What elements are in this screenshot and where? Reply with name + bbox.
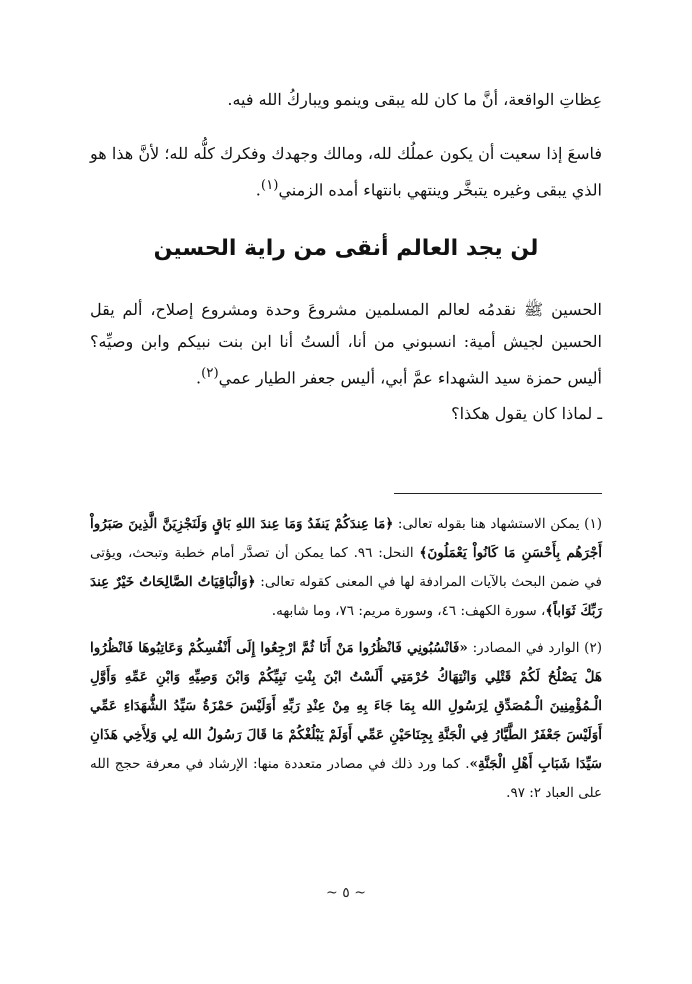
footnote-1-quran-quote-2: ﴿وَالْبَاقِيَاتُ الصَّالِحَاتُ خَيْرٌ عِندَ رَبِّكَ ثَوَاباً﴾ (90, 574, 602, 619)
paragraph-4-text: ـ لماذا كان يقول هكذا؟ (451, 404, 602, 423)
footnote-divider (394, 493, 602, 494)
paragraph-3: الحسين ﷺ نقدمُه لعالم المسلمين مشروعَ وحدة ومشروع إصلاح، ألم يقل الحسين لجيش أمية: انسبوني من أنا، ألستُ أنا ابن بنت نبيكم وابن وصيِّه؟ أليس حمزة سيد الشهداء عمَّ أبي، أليس جعفر الطيار عمي$^{(٢)}$. (90, 300, 602, 388)
paragraph-2-text: فاسعَ إذا سعيت أن يكون عملُك لله، ومالك وجهدك وفكرك كلُّه لله؛ لأنَّ هذا هو الذي يبقى وغيره يتبخَّر وينتهي بانتهاء أمده الزمني (90, 144, 602, 200)
page-number: ~ ٥ ~ (326, 885, 366, 901)
paragraph-3-text: الحسين ﷺ نقدمُه لعالم المسلمين مشروعَ وحدة ومشروع إصلاح، ألم يقل الحسين لجيش أمية: انسبوني من أنا، ألستُ أنا ابن بنت نبيكم وابن وصيِّه؟ أليس حمزة سيد الشهداء عمَّ أبي، أليس جعفر الطيار عمي (90, 300, 602, 388)
section-heading: لن يجد العالم أنقى من راية الحسين (153, 236, 539, 261)
footnote-1-end: ، سورة الكهف: ٤٦، وسورة مريم: ٧٦، وما شابهه. (271, 603, 546, 619)
footnote-ref-2[interactable]: (٢) (201, 366, 219, 381)
paragraph-1 (90, 84, 602, 116)
footnote-2-quote: «فَانْسُبُونِي فَانْظُرُوا مَنْ أَنَا ثُمَّ ارْجِعُوا إِلَى أَنْفُسِكُمْ وَعَاتِبُوهَا فَانْظُرُوا هَلْ يَصْلُحُ لَكُمْ قَتْلِي وَانْتِهَاكُ حُرْمَتِي أَلَسْتُ ابْنَ بِنْتِ نَبِيِّكُمْ وَابْنَ وَصِيِّهِ وَابْنِ عَمِّهِ وَأَوَّلِ الْـمُؤْمِنِينَ الْـمُصَدِّقِ لِرَسُولِ الله بِمَا جَاءَ بِهِ مِنْ عِنْدِ رَبِّهِ أَوَلَيْسَ حَمْزَةُ سَيِّدُ الشُّهَدَاءِ عَمِّي أَوَلَيْسَ جَعْفَرٌ الطَّيَّارُ فِي الْجَنَّةِ بِجِنَاحَيْنِ عَمِّي أَوَلَمْ يَبْلُغْكُمْ مَا قَالَ رَسُولُ الله لِي وَلِأَخِي هَذَانِ سَيِّدَا شَبَابِ أَهْلِ الْجَنَّةِ» (90, 640, 603, 772)
paragraph-2: فاسعَ إذا سعيت أن يكون عملُك لله، ومالك وجهدك وفكرك كلُّه لله؛ لأنَّ هذا هو الذي يبقى وغيره يتبخَّر وينتهي بانتهاء أمده الزمني$^{(١)}$. (90, 144, 602, 200)
footnote-1 (90, 510, 602, 626)
footnote-2-end: . كما ورد ذلك في مصادر متعددة منها: الإرشاد في معرفة حجج الله على العباد ٢: ٩٧. (90, 756, 602, 801)
footnote-1-quran-quote: ﴿مَا عِندَكُمْ يَنفَدُ وَمَا عِندَ اللهِ بَاقٍ وَلَنَجْزِيَنَّ الَّذِينَ صَبَرُواْ أَجْرَهُم بِأَحْسَنِ مَا كَانُواْ يَعْمَلُونَ﴾ (90, 516, 602, 561)
footnote-2-intro: (٢) الوارد في المصادر: (467, 640, 602, 656)
footnote-ref-1[interactable]: (١) (260, 178, 279, 193)
paragraph-4 (90, 398, 602, 430)
footnote-1-middle: النحل: ٩٦. كما يمكن أن تصدَّر أمام خطبة وتبحث، ويؤتى في ضمن البحث بالآيات المرادفة لها في المعنى كقوله تعالى: (90, 545, 602, 590)
paragraph-1-text: عِظاتِ الواقعة، أنَّ ما كان لله يبقى وينمو ويباركُ الله فيه. (227, 90, 602, 109)
footnote-1-intro: (١) يمكن الاستشهاد هنا بقوله تعالى: (393, 516, 602, 532)
footnote-2 (90, 634, 602, 808)
